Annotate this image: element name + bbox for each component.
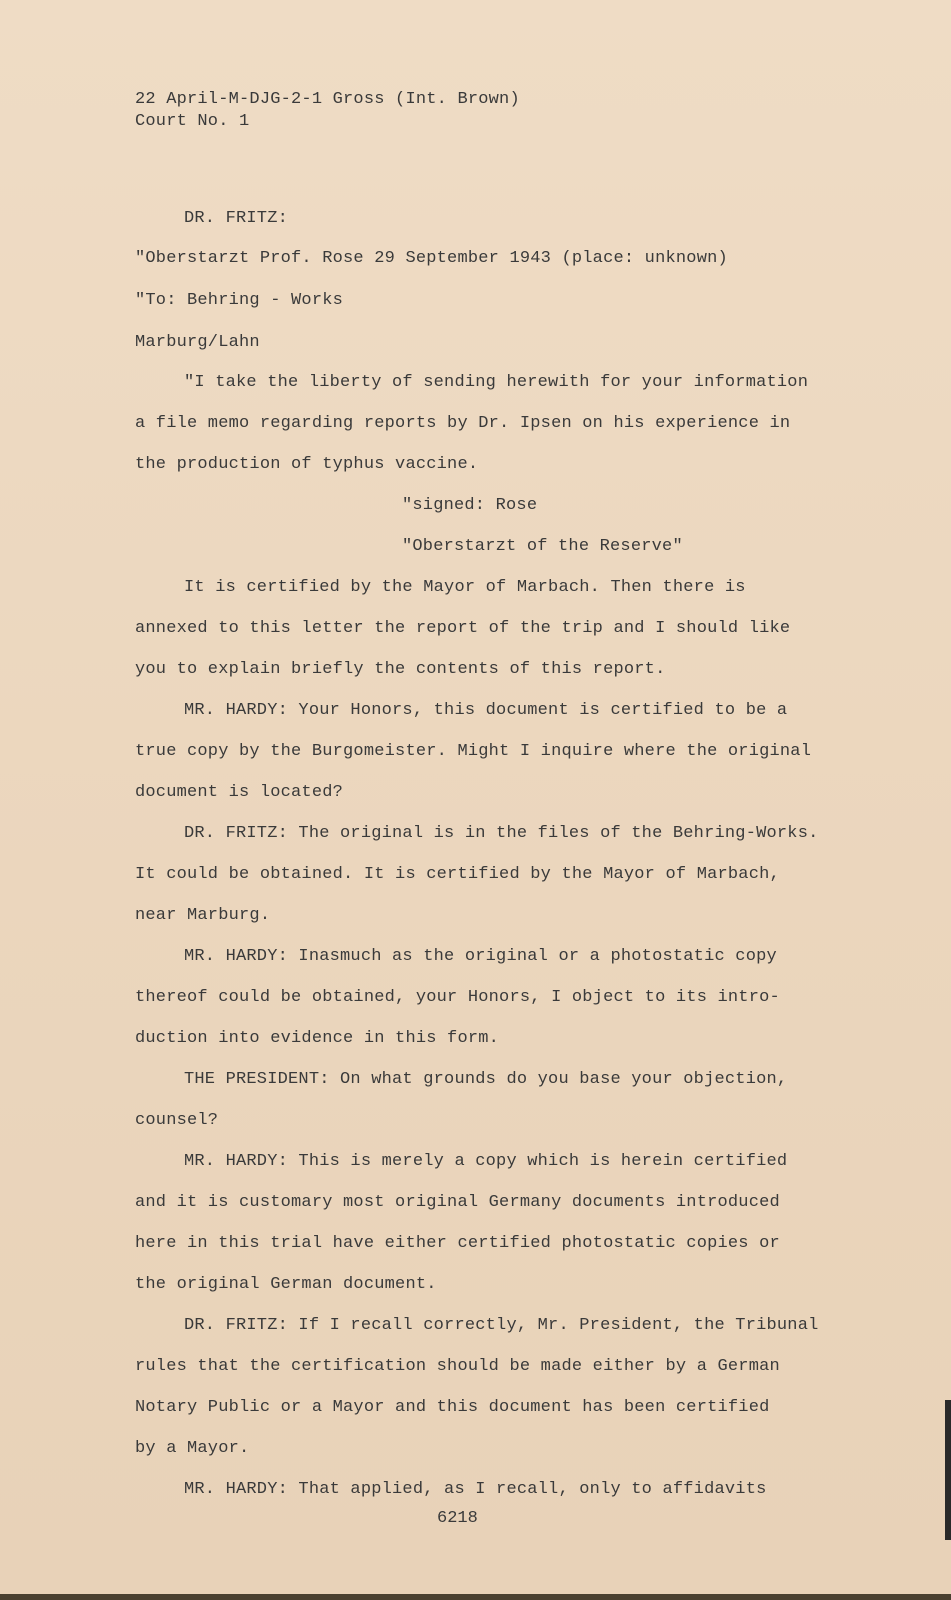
body-line-31: MR. HARDY: That applied, as I recall, only to affidavits: [184, 1480, 767, 1499]
body-line-1: "Oberstarzt Prof. Rose 29 September 1943 (place: unknown): [135, 249, 728, 268]
body-line-3: Marburg/Lahn: [135, 333, 260, 352]
scan-edge-right: [945, 1400, 951, 1540]
body-line-6: the production of typhus vaccine.: [135, 455, 479, 474]
body-line-27: DR. FRITZ: If I recall correctly, Mr. President, the Tribunal: [184, 1316, 819, 1335]
body-line-14: document is located?: [135, 783, 344, 802]
body-line-23: MR. HARDY: This is merely a copy which is herein certified: [184, 1152, 788, 1171]
body-line-7: "signed: Rose: [402, 496, 538, 515]
body-line-25: here in this trial have either certified photostatic copies or: [135, 1234, 780, 1253]
body-line-28: rules that the certification should be made either by a German: [135, 1357, 780, 1376]
body-line-10: annexed to this letter the report of the trip and I should like: [135, 619, 791, 638]
body-line-8: "Oberstarzt of the Reserve": [402, 537, 683, 556]
body-line-12: MR. HARDY: Your Honors, this document is certified to be a: [184, 701, 788, 720]
body-line-19: thereof could be obtained, your Honors, I object to its intro-: [135, 988, 780, 1007]
page-number-text: 6218: [437, 1509, 478, 1528]
body-line-26: the original German document.: [135, 1275, 437, 1294]
body-line-17: near Marburg.: [135, 906, 271, 925]
body-line-21: THE PRESIDENT: On what grounds do you base your objection,: [184, 1070, 788, 1089]
body-line-15: DR. FRITZ: The original is in the files of the Behring-Works.: [184, 824, 819, 843]
scan-edge-bottom: [0, 1594, 951, 1600]
body-line-4: "I take the liberty of sending herewith for your information: [184, 373, 809, 392]
header-line-1: 22 April-M-DJG-2-1 Gross (Int. Brown): [135, 90, 520, 109]
body-line-24: and it is customary most original Germany documents introduced: [135, 1193, 780, 1212]
body-line-0: DR. FRITZ:: [184, 209, 289, 228]
body-line-30: by a Mayor.: [135, 1439, 250, 1458]
page-number: [437, 1509, 478, 1528]
body-line-22: counsel?: [135, 1111, 219, 1130]
body-line-18: MR. HARDY: Inasmuch as the original or a photostatic copy: [184, 947, 777, 966]
body-line-11: you to explain briefly the contents of this report.: [135, 660, 666, 679]
body-line-13: true copy by the Burgomeister. Might I inquire where the original: [135, 742, 812, 761]
body-line-16: It could be obtained. It is certified by the Mayor of Marbach,: [135, 865, 780, 884]
header-line-2: Court No. 1: [135, 112, 250, 131]
body-line-2: "To: Behring - Works: [135, 291, 344, 310]
body-line-5: a file memo regarding reports by Dr. Ipsen on his experience in: [135, 414, 791, 433]
body-line-29: Notary Public or a Mayor and this document has been certified: [135, 1398, 770, 1417]
body-line-9: It is certified by the Mayor of Marbach. Then there is: [184, 578, 746, 597]
body-line-20: duction into evidence in this form.: [135, 1029, 500, 1048]
